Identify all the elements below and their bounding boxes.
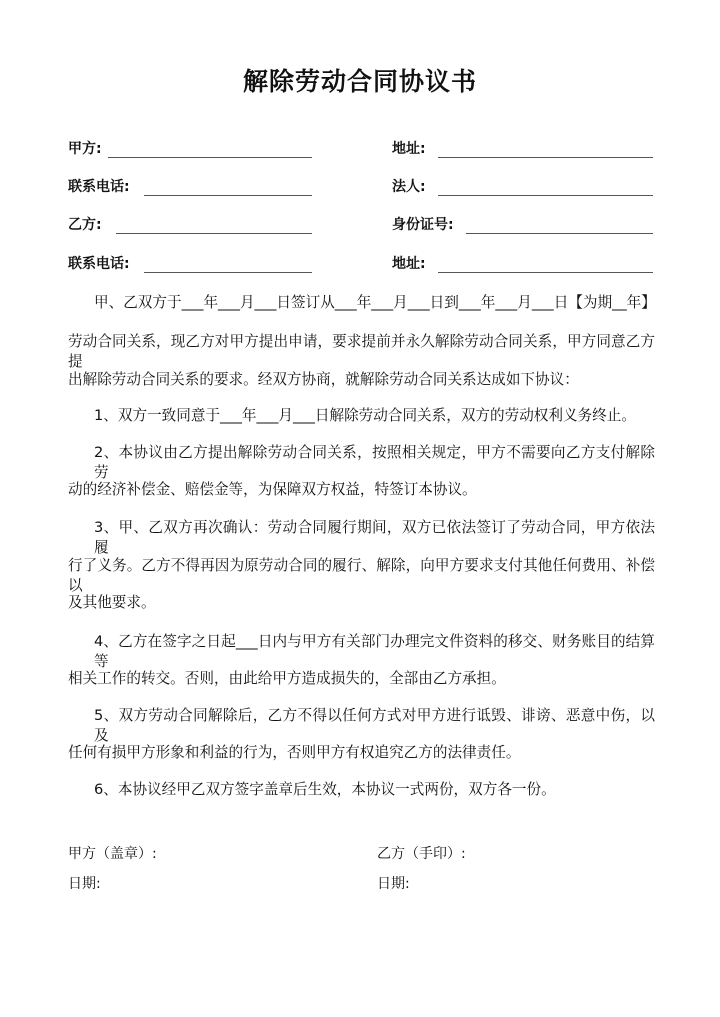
party-b-fingerprint-label: 乙方（手印）:: [377, 846, 466, 862]
blank-line[interactable]: [108, 141, 312, 158]
document-title: 解除劳动合同协议书: [242, 67, 477, 96]
blank-line[interactable]: [144, 256, 312, 273]
legal-rep-field: [392, 174, 653, 196]
field-label: 联系电话:: [68, 256, 130, 272]
clause-5: 5、双方劳动合同解除后，乙方不得以任何方式对甲方进行诋毁、诽谤、恶意中伤，以及: [94, 707, 655, 744]
blank-line[interactable]: [116, 217, 312, 234]
party-a-field: [68, 136, 312, 158]
clause-4: 4、乙方在签字之日起___日内与甲方有关部门办理完文件资料的移交、财务账目的结算等: [94, 633, 655, 670]
body-line: 劳动合同关系，现乙方对甲方提出申请，要求提前并永久解除劳动合同关系，甲方同意乙方提: [68, 333, 655, 370]
blank-line[interactable]: [438, 179, 653, 196]
field-label: 地址:: [392, 256, 426, 272]
blank-line[interactable]: [438, 256, 653, 273]
body-line: 甲、乙双方于___年___月___日签订从___年___月___日到___年___月___日【为期__年】: [94, 294, 656, 311]
clause-2: 2、本协议由乙方提出解除劳动合同关系，按照相关规定，甲方不需要向乙方支付解除劳: [94, 444, 655, 481]
field-label: 乙方:: [68, 217, 102, 233]
party-b-phone-field: [68, 251, 312, 273]
id-number-field: [392, 212, 653, 234]
blank-line[interactable]: [466, 217, 653, 234]
field-label: 身份证号:: [392, 217, 454, 233]
field-label: 法人:: [392, 179, 426, 195]
party-b-field: [68, 212, 312, 234]
field-label: 地址:: [392, 141, 426, 157]
clause-1: 1、双方一致同意于___年___月___日解除劳动合同关系，双方的劳动权利义务终止。: [94, 407, 636, 424]
clause-2-cont: 动的经济补偿金、赔偿金等，为保障双方权益，特签订本协议。: [68, 481, 477, 498]
field-label: 甲方:: [68, 141, 102, 157]
clause-6: 6、本协议经甲乙双方签字盖章后生效，本协议一式两份，双方各一份。: [94, 781, 556, 798]
clause-4-cont: 相关工作的转交。否则，由此给甲方造成损失的，全部由乙方承担。: [68, 670, 506, 687]
party-b-address-field: [392, 251, 653, 273]
blank-line[interactable]: [144, 179, 312, 196]
body-line: 出解除劳动合同关系的要求。经双方协商，就解除劳动合同关系达成如下协议：: [68, 371, 579, 388]
clause-5-cont: 任何有损甲方形象和利益的行为，否则甲方有权追究乙方的法律责任。: [68, 744, 521, 761]
clause-3-cont: 行了义务。乙方不得再因为原劳动合同的履行、解除，向甲方要求支付其他任何费用、补偿以: [68, 557, 655, 594]
blank-line[interactable]: [438, 141, 653, 158]
clause-3-cont: 及其他要求。: [68, 594, 156, 611]
party-a-date-label: 日期:: [68, 876, 101, 892]
party-a-address-field: [392, 136, 653, 158]
field-label: 联系电话:: [68, 179, 130, 195]
party-a-phone-field: [68, 174, 312, 196]
clause-3: 3、甲、乙双方再次确认：劳动合同履行期间，双方已依法签订了劳动合同，甲方依法履: [94, 519, 655, 556]
party-a-seal-label: 甲方（盖章）:: [68, 846, 157, 862]
party-b-date-label: 日期:: [377, 876, 410, 892]
